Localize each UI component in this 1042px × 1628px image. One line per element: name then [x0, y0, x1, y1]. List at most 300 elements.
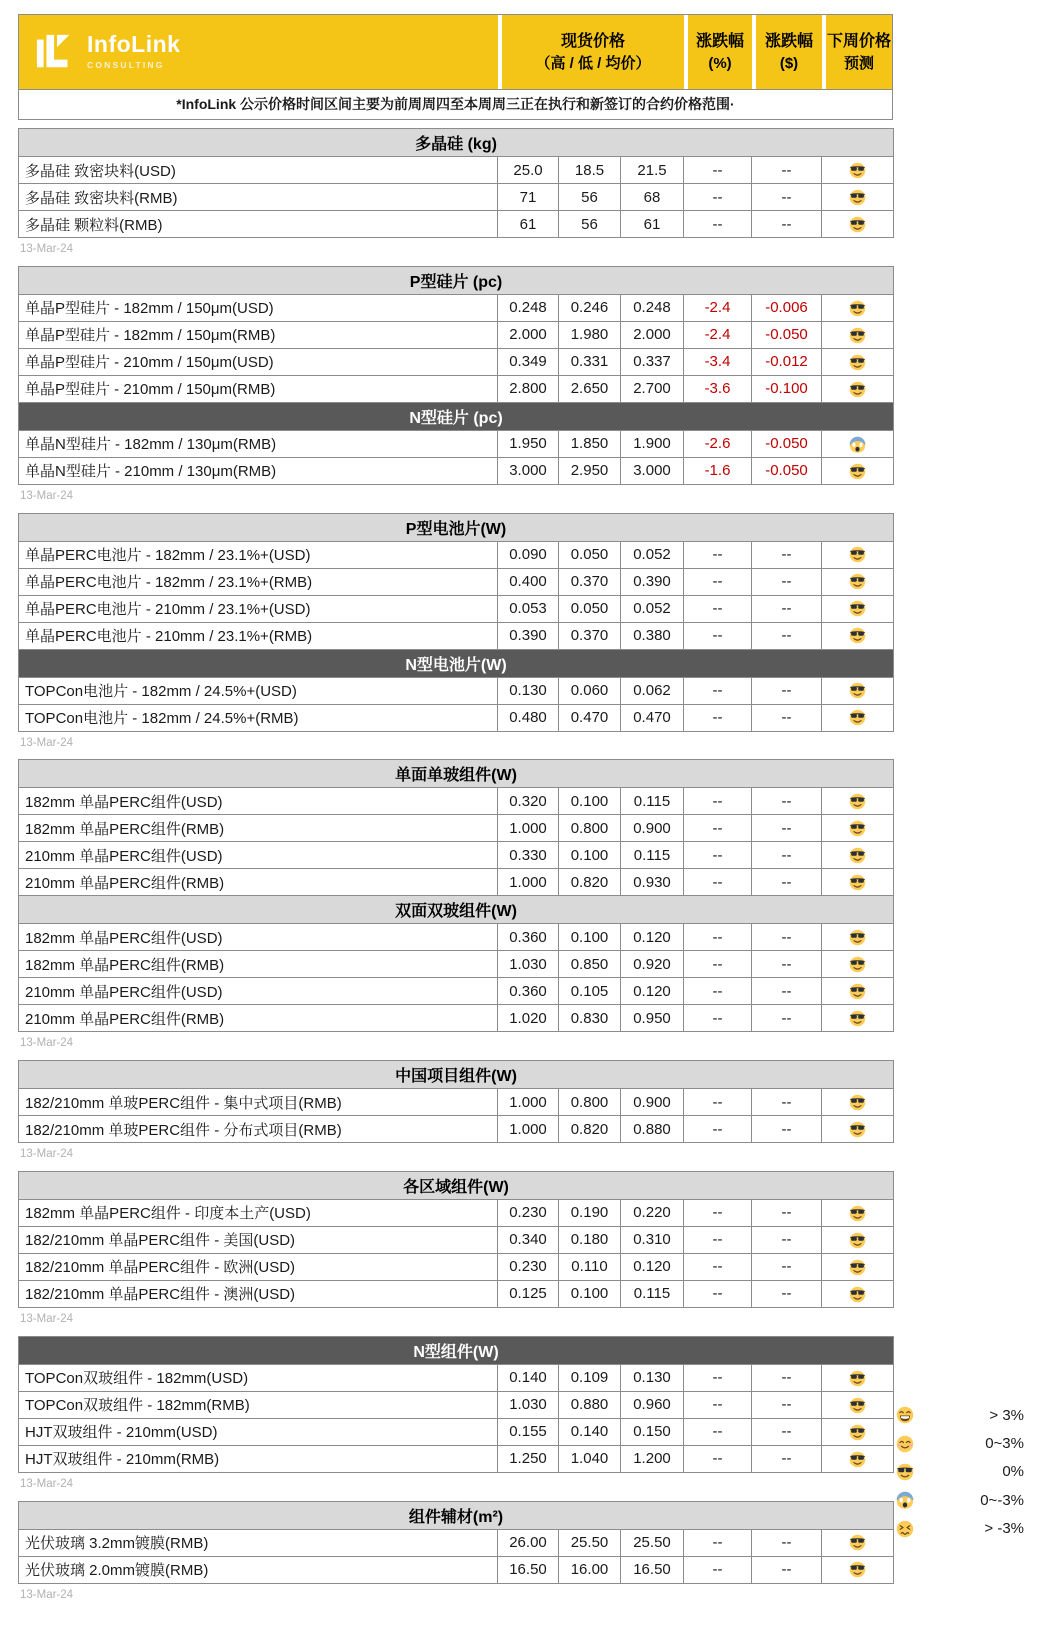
- change-abs: --: [752, 568, 822, 595]
- section-header: [19, 896, 894, 924]
- product-name: 单晶P型硅片 - 210mm / 150μm(USD): [19, 348, 498, 375]
- product-name: 182mm 单晶PERC组件(USD): [19, 788, 498, 815]
- product-name: 210mm 单晶PERC组件(USD): [19, 978, 498, 1005]
- legend-label: 0%: [1002, 1463, 1024, 1481]
- price-avg: 0.062: [621, 677, 684, 704]
- date-stamp: 13-Mar-24: [20, 1588, 74, 1601]
- infolink-logo: [19, 15, 498, 89]
- product-name: 单晶N型硅片 - 182mm / 130μm(RMB): [19, 430, 498, 457]
- date-stamp: 13-Mar-24: [20, 736, 74, 749]
- date-stamp: 13-Mar-24: [20, 489, 74, 502]
- product-name: 多晶硅 致密块料(USD): [19, 157, 498, 184]
- legend-label: > -3%: [984, 1520, 1024, 1538]
- price-avg: 0.337: [621, 348, 684, 375]
- price-block: [18, 513, 893, 751]
- change-pct: --: [684, 1199, 752, 1226]
- forecast-cell: [822, 842, 894, 869]
- section-header: [19, 513, 894, 541]
- table-row: [19, 595, 894, 622]
- change-pct: --: [684, 1391, 752, 1418]
- table-row: [19, 1253, 894, 1280]
- forecast-cell: [822, 1280, 894, 1307]
- change-pct: --: [684, 1226, 752, 1253]
- emoji-cool-icon: [849, 820, 866, 837]
- change-pct: --: [684, 1529, 752, 1556]
- price-block: [18, 1336, 893, 1492]
- price-low: 0.060: [559, 677, 621, 704]
- section-title: 双面双玻组件(W): [19, 896, 894, 924]
- column-header-line1: 现货价格: [560, 32, 625, 50]
- emoji-cool-icon: [849, 1205, 866, 1222]
- forecast-cell: [822, 677, 894, 704]
- price-low: 0.100: [559, 924, 621, 951]
- column-header-line2: 预测: [843, 54, 874, 72]
- table-row: [19, 294, 894, 321]
- price-table: [18, 266, 894, 485]
- product-name: 182/210mm 单晶PERC组件 - 美国(USD): [19, 1226, 498, 1253]
- price-avg: 61: [621, 211, 684, 238]
- table-row: [19, 1364, 894, 1391]
- table-row: [19, 842, 894, 869]
- section-header: [19, 1171, 894, 1199]
- price-low: 0.370: [559, 622, 621, 649]
- price-low: 0.820: [559, 1116, 621, 1143]
- column-header-line2: （高 / 低 / 均价）: [535, 54, 651, 72]
- change-abs: --: [752, 842, 822, 869]
- price-high: 0.230: [498, 1253, 559, 1280]
- price-high: 0.330: [498, 842, 559, 869]
- price-high: 71: [498, 184, 559, 211]
- price-high: 0.140: [498, 1364, 559, 1391]
- emoji-scream-icon: [849, 436, 866, 453]
- logo-tagline: CONSULTING: [87, 60, 165, 71]
- emoji-cool-icon: [849, 847, 866, 864]
- forecast-cell: [822, 321, 894, 348]
- section-header: [19, 266, 894, 294]
- section-title: 各区域组件(W): [19, 1171, 894, 1199]
- forecast-cell: [822, 1364, 894, 1391]
- price-low: 0.190: [559, 1199, 621, 1226]
- emoji-cool-icon: [849, 1534, 866, 1551]
- table-row: [19, 869, 894, 896]
- price-avg: 0.920: [621, 951, 684, 978]
- section-title: 多晶硅 (kg): [19, 129, 894, 157]
- legend-item: [896, 1486, 1024, 1514]
- emoji-cool-icon: [849, 463, 866, 480]
- price-high: 1.000: [498, 1116, 559, 1143]
- price-high: 1.000: [498, 815, 559, 842]
- price-high: 0.390: [498, 622, 559, 649]
- price-high: 1.030: [498, 1391, 559, 1418]
- price-avg: 0.380: [621, 622, 684, 649]
- price-blocks: [18, 128, 893, 1602]
- product-name: HJT双玻组件 - 210mm(RMB): [19, 1445, 498, 1472]
- change-pct: --: [684, 788, 752, 815]
- price-low: 0.800: [559, 815, 621, 842]
- price-block: [18, 1501, 893, 1603]
- price-low: 0.140: [559, 1418, 621, 1445]
- price-avg: 0.130: [621, 1364, 684, 1391]
- infolink-logo-icon: [35, 32, 77, 72]
- price-avg: 0.150: [621, 1418, 684, 1445]
- forecast-cell: [822, 211, 894, 238]
- table-row: [19, 1280, 894, 1307]
- forecast-cell: [822, 430, 894, 457]
- change-pct: -3.4: [684, 348, 752, 375]
- forecast-cell: [822, 1556, 894, 1583]
- price-avg: 0.880: [621, 1116, 684, 1143]
- price-low: 0.050: [559, 541, 621, 568]
- price-avg: 0.900: [621, 815, 684, 842]
- table-row: [19, 1005, 894, 1032]
- product-name: 单晶N型硅片 - 210mm / 130μm(RMB): [19, 457, 498, 484]
- change-pct: --: [684, 869, 752, 896]
- table-row: [19, 1445, 894, 1472]
- product-name: 182/210mm 单晶PERC组件 - 澳洲(USD): [19, 1280, 498, 1307]
- forecast-cell: [822, 1391, 894, 1418]
- change-abs: --: [752, 1226, 822, 1253]
- product-name: TOPCon双玻组件 - 182mm(RMB): [19, 1391, 498, 1418]
- change-abs: -0.050: [752, 321, 822, 348]
- change-abs: --: [752, 1556, 822, 1583]
- price-avg: 0.120: [621, 1253, 684, 1280]
- price-high: 0.248: [498, 294, 559, 321]
- table-row: [19, 1199, 894, 1226]
- column-header-change-abs: [756, 15, 822, 89]
- change-abs: -0.050: [752, 457, 822, 484]
- table-row: [19, 1116, 894, 1143]
- change-abs: --: [752, 1529, 822, 1556]
- table-row: [19, 348, 894, 375]
- emoji-cool-icon: [849, 1232, 866, 1249]
- product-name: TOPCon双玻组件 - 182mm(USD): [19, 1364, 498, 1391]
- emoji-cool-icon: [849, 381, 866, 398]
- price-avg: 68: [621, 184, 684, 211]
- forecast-cell: [822, 568, 894, 595]
- product-name: 182mm 单晶PERC组件(USD): [19, 924, 498, 951]
- emoji-cool-icon: [849, 300, 866, 317]
- emoji-scream-icon: [896, 1491, 914, 1509]
- section-title: P型硅片 (pc): [19, 266, 894, 294]
- table-row: [19, 568, 894, 595]
- change-abs: --: [752, 1116, 822, 1143]
- price-high: 0.360: [498, 978, 559, 1005]
- change-pct: --: [684, 951, 752, 978]
- change-pct: --: [684, 1089, 752, 1116]
- change-pct: --: [684, 1556, 752, 1583]
- price-high: 2.000: [498, 321, 559, 348]
- section-title: P型电池片(W): [19, 513, 894, 541]
- section-header: [19, 1501, 894, 1529]
- table-row: [19, 321, 894, 348]
- logo-name: InfoLink: [87, 31, 181, 58]
- price-table: [18, 1336, 894, 1473]
- table-row: [19, 157, 894, 184]
- change-abs: --: [752, 184, 822, 211]
- emoji-cool-icon: [849, 983, 866, 1000]
- forecast-cell: [822, 1445, 894, 1472]
- price-avg: 0.115: [621, 788, 684, 815]
- change-pct: --: [684, 677, 752, 704]
- price-report: [18, 14, 893, 1611]
- date-stamp: 13-Mar-24: [20, 1477, 74, 1490]
- forecast-cell: [822, 1253, 894, 1280]
- price-low: 0.820: [559, 869, 621, 896]
- price-high: 0.125: [498, 1280, 559, 1307]
- price-avg: 0.120: [621, 924, 684, 951]
- change-pct: --: [684, 184, 752, 211]
- legend-label: 0~3%: [985, 1435, 1024, 1453]
- emoji-cool-icon: [849, 1451, 866, 1468]
- date-stamp: 13-Mar-24: [20, 1148, 74, 1161]
- price-low: 0.100: [559, 1280, 621, 1307]
- forecast-cell: [822, 375, 894, 402]
- emoji-cool-icon: [849, 627, 866, 644]
- price-avg: 0.248: [621, 294, 684, 321]
- change-pct: --: [684, 1364, 752, 1391]
- change-pct: -2.4: [684, 321, 752, 348]
- change-abs: --: [752, 1280, 822, 1307]
- emoji-smile-icon: [896, 1435, 914, 1453]
- price-block: [18, 1060, 893, 1162]
- forecast-cell: [822, 595, 894, 622]
- change-abs: --: [752, 1391, 822, 1418]
- price-high: 2.800: [498, 375, 559, 402]
- price-table: [18, 759, 894, 1032]
- price-block: [18, 1171, 893, 1327]
- emoji-cool-icon: [849, 216, 866, 233]
- legend-label: > 3%: [989, 1406, 1024, 1424]
- change-pct: --: [684, 815, 752, 842]
- change-abs: --: [752, 157, 822, 184]
- change-pct: --: [684, 704, 752, 731]
- product-name: 单晶P型硅片 - 182mm / 150μm(USD): [19, 294, 498, 321]
- column-header-line2: (%): [708, 54, 732, 72]
- emoji-cool-icon: [849, 546, 866, 563]
- forecast-cell: [822, 457, 894, 484]
- forecast-cell: [822, 1089, 894, 1116]
- change-abs: --: [752, 622, 822, 649]
- price-avg: 0.950: [621, 1005, 684, 1032]
- price-high: 0.400: [498, 568, 559, 595]
- change-abs: --: [752, 978, 822, 1005]
- table-row: [19, 184, 894, 211]
- table-row: [19, 951, 894, 978]
- table-row: [19, 704, 894, 731]
- change-abs: --: [752, 704, 822, 731]
- price-high: 0.349: [498, 348, 559, 375]
- forecast-legend: [896, 1401, 1024, 1543]
- change-pct: --: [684, 622, 752, 649]
- logo-text: [87, 32, 180, 72]
- forecast-cell: [822, 157, 894, 184]
- emoji-cool-icon: [849, 1094, 866, 1111]
- emoji-cool-icon: [849, 874, 866, 891]
- price-low: 0.100: [559, 842, 621, 869]
- product-name: 210mm 单晶PERC组件(USD): [19, 842, 498, 869]
- report-header: [18, 14, 893, 120]
- product-name: 182mm 单晶PERC组件(RMB): [19, 951, 498, 978]
- change-abs: --: [752, 924, 822, 951]
- emoji-cool-icon: [849, 1259, 866, 1276]
- change-abs: -0.012: [752, 348, 822, 375]
- forecast-cell: [822, 788, 894, 815]
- table-row: [19, 541, 894, 568]
- emoji-cool-icon: [896, 1463, 914, 1481]
- change-pct: --: [684, 924, 752, 951]
- forecast-cell: [822, 978, 894, 1005]
- change-abs: --: [752, 951, 822, 978]
- product-name: 182/210mm 单玻PERC组件 - 集中式项目(RMB): [19, 1089, 498, 1116]
- legend-item: [896, 1515, 1024, 1543]
- price-block: [18, 128, 893, 257]
- table-row: [19, 1529, 894, 1556]
- price-avg: 1.200: [621, 1445, 684, 1472]
- price-low: 0.180: [559, 1226, 621, 1253]
- legend-item: [896, 1429, 1024, 1457]
- price-high: 3.000: [498, 457, 559, 484]
- change-pct: --: [684, 1116, 752, 1143]
- change-pct: --: [684, 1253, 752, 1280]
- price-avg: 0.052: [621, 541, 684, 568]
- change-pct: --: [684, 157, 752, 184]
- price-high: 1.000: [498, 1089, 559, 1116]
- change-abs: --: [752, 1005, 822, 1032]
- price-low: 0.050: [559, 595, 621, 622]
- change-abs: --: [752, 1199, 822, 1226]
- price-avg: 0.900: [621, 1089, 684, 1116]
- change-pct: --: [684, 978, 752, 1005]
- forecast-cell: [822, 1529, 894, 1556]
- price-avg: 0.220: [621, 1199, 684, 1226]
- price-low: 0.110: [559, 1253, 621, 1280]
- table-row: [19, 978, 894, 1005]
- price-low: 0.105: [559, 978, 621, 1005]
- price-low: 0.370: [559, 568, 621, 595]
- product-name: 单晶P型硅片 - 182mm / 150μm(RMB): [19, 321, 498, 348]
- price-avg: 3.000: [621, 457, 684, 484]
- price-note: *InfoLink 公示价格时间区间主要为前周周四至本周周三正在执行和新签订的合约价格范围·: [19, 89, 892, 119]
- column-header-line1: 涨跌幅: [695, 32, 744, 50]
- change-pct: -1.6: [684, 457, 752, 484]
- change-pct: -3.6: [684, 375, 752, 402]
- product-name: 光伏玻璃 3.2mm镀膜(RMB): [19, 1529, 498, 1556]
- column-header-change-pct: [688, 15, 752, 89]
- emoji-cool-icon: [849, 793, 866, 810]
- table-row: [19, 457, 894, 484]
- emoji-cool-icon: [849, 327, 866, 344]
- price-low: 1.040: [559, 1445, 621, 1472]
- price-avg: 0.470: [621, 704, 684, 731]
- emoji-cool-icon: [849, 1397, 866, 1414]
- emoji-cool-icon: [849, 1286, 866, 1303]
- emoji-cool-icon: [849, 1370, 866, 1387]
- table-row: [19, 815, 894, 842]
- price-avg: 0.052: [621, 595, 684, 622]
- product-name: 多晶硅 致密块料(RMB): [19, 184, 498, 211]
- forecast-cell: [822, 704, 894, 731]
- table-row: [19, 1556, 894, 1583]
- change-abs: --: [752, 869, 822, 896]
- change-pct: --: [684, 1005, 752, 1032]
- change-abs: -0.100: [752, 375, 822, 402]
- table-row: [19, 211, 894, 238]
- table-row: [19, 1226, 894, 1253]
- price-low: 0.880: [559, 1391, 621, 1418]
- change-pct: --: [684, 595, 752, 622]
- price-low: 0.109: [559, 1364, 621, 1391]
- price-high: 0.230: [498, 1199, 559, 1226]
- price-low: 0.800: [559, 1089, 621, 1116]
- emoji-cool-icon: [849, 600, 866, 617]
- price-high: 0.155: [498, 1418, 559, 1445]
- table-row: [19, 788, 894, 815]
- price-low: 18.5: [559, 157, 621, 184]
- product-name: 单晶PERC电池片 - 210mm / 23.1%+(USD): [19, 595, 498, 622]
- forecast-cell: [822, 1005, 894, 1032]
- forecast-cell: [822, 951, 894, 978]
- section-header: [19, 760, 894, 788]
- emoji-cool-icon: [849, 682, 866, 699]
- price-block: [18, 759, 893, 1051]
- product-name: 182/210mm 单晶PERC组件 - 欧洲(USD): [19, 1253, 498, 1280]
- product-name: TOPCon电池片 - 182mm / 24.5%+(RMB): [19, 704, 498, 731]
- emoji-cool-icon: [849, 709, 866, 726]
- change-abs: --: [752, 815, 822, 842]
- price-high: 0.340: [498, 1226, 559, 1253]
- column-header-line1: 下周价格: [826, 32, 891, 50]
- product-name: 210mm 单晶PERC组件(RMB): [19, 869, 498, 896]
- table-row: [19, 375, 894, 402]
- emoji-cool-icon: [849, 956, 866, 973]
- table-row: [19, 924, 894, 951]
- legend-item: [896, 1458, 1024, 1486]
- price-high: 61: [498, 211, 559, 238]
- table-row: [19, 1089, 894, 1116]
- column-header-line2: ($): [779, 54, 799, 72]
- price-high: 1.000: [498, 869, 559, 896]
- forecast-cell: [822, 1116, 894, 1143]
- product-name: 光伏玻璃 2.0mm镀膜(RMB): [19, 1556, 498, 1583]
- product-name: 182mm 单晶PERC组件(RMB): [19, 815, 498, 842]
- column-header-forecast: [826, 15, 892, 89]
- section-header: [19, 649, 894, 677]
- change-pct: -2.4: [684, 294, 752, 321]
- change-pct: --: [684, 1445, 752, 1472]
- change-pct: --: [684, 541, 752, 568]
- forecast-cell: [822, 1199, 894, 1226]
- section-title: 单面单玻组件(W): [19, 760, 894, 788]
- change-abs: --: [752, 1445, 822, 1472]
- price-table: [18, 1501, 894, 1584]
- price-high: 0.053: [498, 595, 559, 622]
- emoji-confounded-icon: [896, 1520, 914, 1538]
- product-name: 单晶PERC电池片 - 210mm / 23.1%+(RMB): [19, 622, 498, 649]
- emoji-cool-icon: [849, 162, 866, 179]
- date-stamp: 13-Mar-24: [20, 243, 74, 255]
- change-abs: --: [752, 1364, 822, 1391]
- section-title: N型组件(W): [19, 1336, 894, 1364]
- product-name: 单晶PERC电池片 - 182mm / 23.1%+(RMB): [19, 568, 498, 595]
- product-name: 210mm 单晶PERC组件(RMB): [19, 1005, 498, 1032]
- emoji-cool-icon: [849, 573, 866, 590]
- section-header: [19, 129, 894, 157]
- change-pct: --: [684, 1280, 752, 1307]
- price-high: 0.480: [498, 704, 559, 731]
- forecast-cell: [822, 815, 894, 842]
- price-high: 1.950: [498, 430, 559, 457]
- forecast-cell: [822, 1418, 894, 1445]
